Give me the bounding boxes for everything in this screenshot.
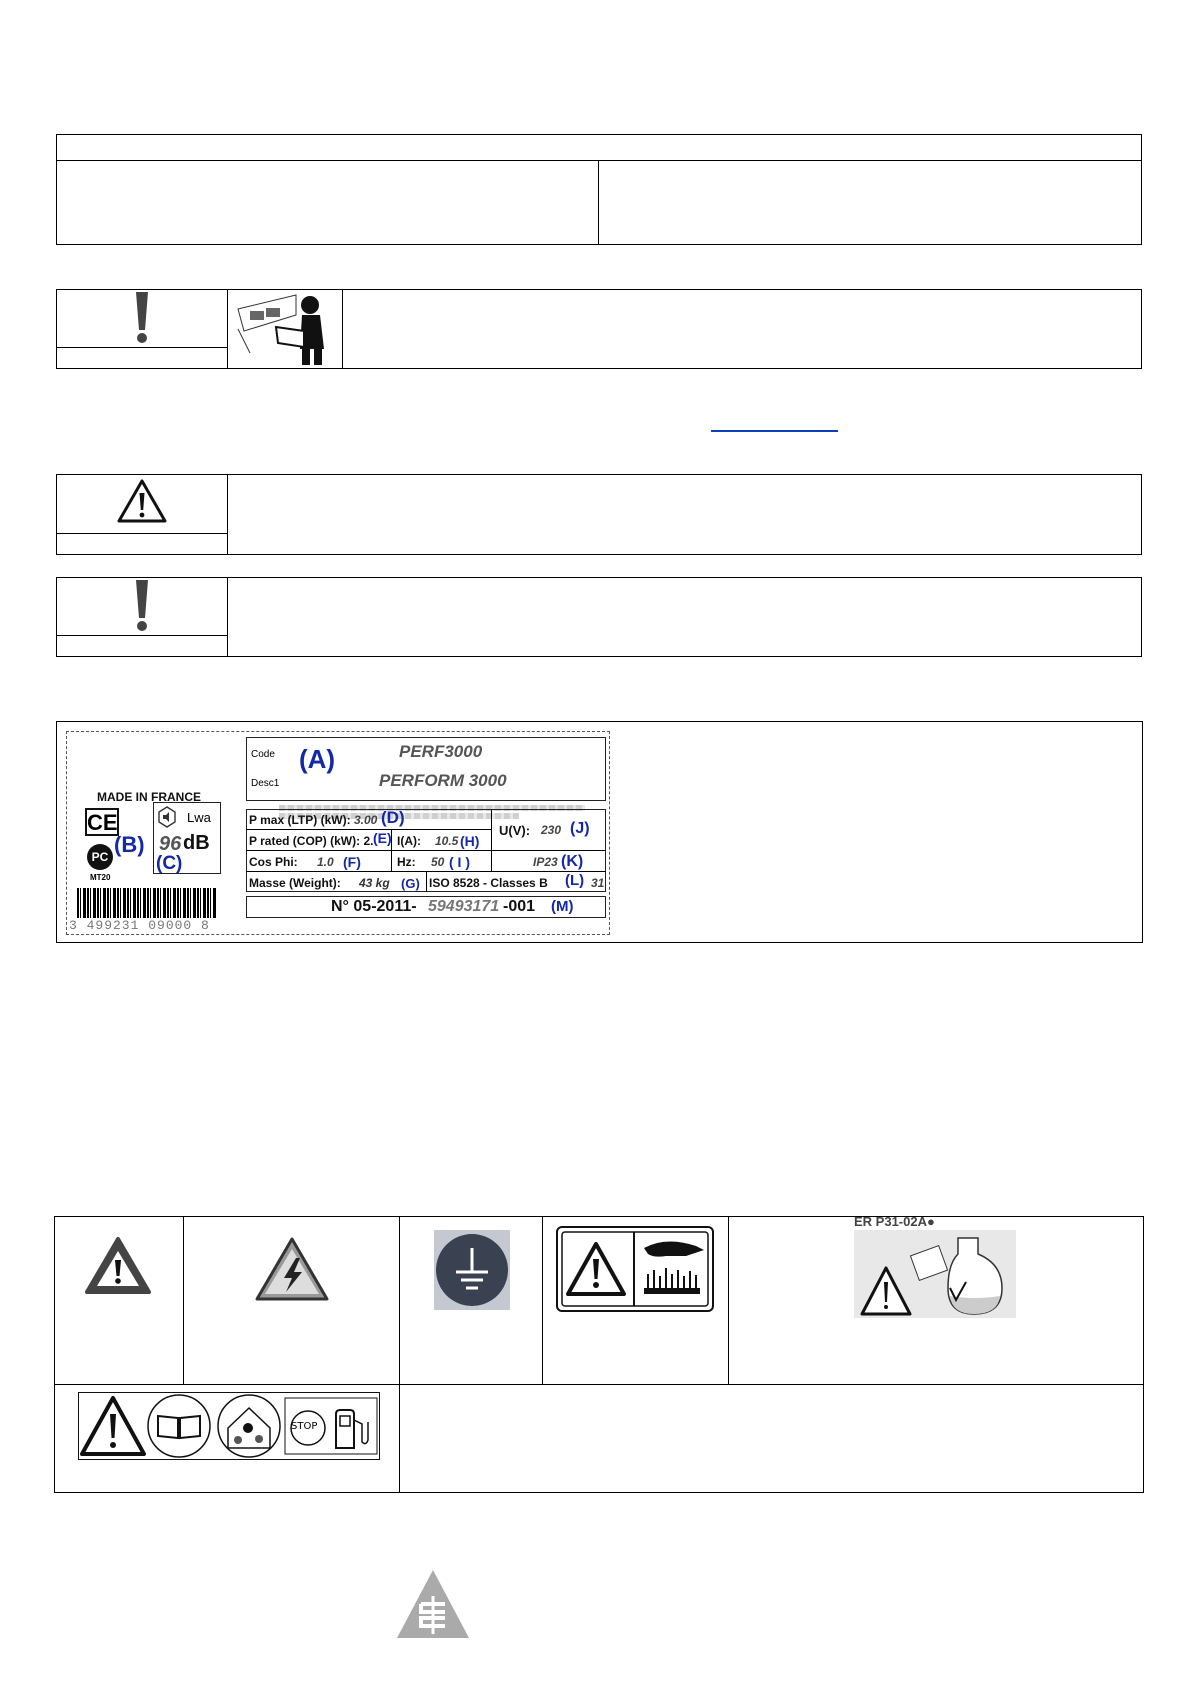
masse-value: 43 kg (359, 876, 390, 890)
danger-triangle-icon (84, 1236, 152, 1296)
barcode (77, 888, 217, 918)
hyperlink[interactable] (711, 430, 838, 432)
stop-label: STOP (291, 1421, 318, 1432)
marker-e: (E) (373, 830, 392, 846)
coupling-triangle-icon (395, 1568, 471, 1640)
marker-d: (D) (381, 808, 405, 827)
cosphi-label: Cos Phi: (249, 855, 298, 869)
pmax-value: 3.00 (354, 813, 378, 827)
made-in-france: MADE IN FRANCE (97, 790, 201, 804)
exclamation-icon (130, 290, 154, 346)
db-value: 96 (159, 833, 182, 855)
ce-mark: CE (87, 810, 118, 835)
prated-label: P rated (COP) (kW): 2. (249, 834, 374, 848)
serial-suffix: -001 (503, 898, 536, 915)
marker-h: (H) (460, 833, 480, 849)
desc-value: PERFORM 3000 (379, 771, 507, 790)
marker-i: ( I ) (449, 854, 470, 870)
marker-m: (M) (551, 898, 574, 915)
code-value: PERF3000 (399, 742, 483, 761)
desc-label: Desc1 (251, 778, 280, 789)
pmax-label: P max (LTP) (kW): (249, 813, 351, 827)
warning-triangle-icon (116, 478, 168, 524)
ia-label: I(A): (397, 834, 421, 848)
uv-label: U(V): (499, 823, 531, 838)
masse-label: Masse (Weight): (249, 876, 341, 890)
marker-b: (B) (114, 832, 145, 857)
marker-c: (C) (156, 853, 183, 874)
barcode-number: 3 499231 09000 8 (69, 918, 210, 933)
mt-mark: MT20 (90, 873, 111, 882)
warning-box (56, 474, 1142, 555)
marker-g: (G) (401, 876, 420, 891)
high-voltage-icon (254, 1236, 330, 1302)
top-table (56, 134, 1142, 245)
read-manual-box (56, 289, 1142, 369)
code-label: Code (251, 749, 275, 760)
hz-value: 50 (431, 855, 445, 869)
serial-prefix: N° 05-2011- (331, 898, 417, 915)
iso-label: ISO 8528 - Classes B (429, 876, 548, 890)
er-code-label: ER P31-02A● (854, 1214, 935, 1229)
db-unit: dB (183, 832, 210, 854)
hot-surface-icon (556, 1226, 714, 1312)
serial-mid: 59493171 (428, 898, 500, 915)
hz-label: Hz: (397, 855, 416, 869)
nameplate-label (66, 731, 610, 935)
top-table-divider (56, 160, 1142, 161)
exclamation-icon (130, 578, 154, 634)
marker-l: (L) (565, 872, 585, 889)
marker-a: (A) (299, 744, 336, 774)
pc-mark: PC (87, 844, 113, 870)
person-reading-manual-icon (236, 291, 340, 367)
combined-safety-icons (78, 1392, 380, 1460)
marker-j: (J) (570, 820, 590, 837)
ground-icon (434, 1230, 510, 1310)
iso-tail: 31 (591, 876, 605, 890)
marker-f: (F) (343, 854, 361, 870)
top-table-column-divider (598, 160, 599, 245)
lwa-label: Lwa (187, 810, 211, 825)
oil-level-icon (854, 1230, 1016, 1318)
ia-value: 10.5 (435, 834, 459, 848)
sound-icon (157, 806, 177, 828)
uv-value: 230 (541, 823, 562, 837)
marker-k: (K) (561, 853, 584, 870)
caution-box (56, 577, 1142, 657)
cosphi-value: 1.0 (317, 855, 334, 869)
ip-value: IP23 (533, 855, 558, 869)
